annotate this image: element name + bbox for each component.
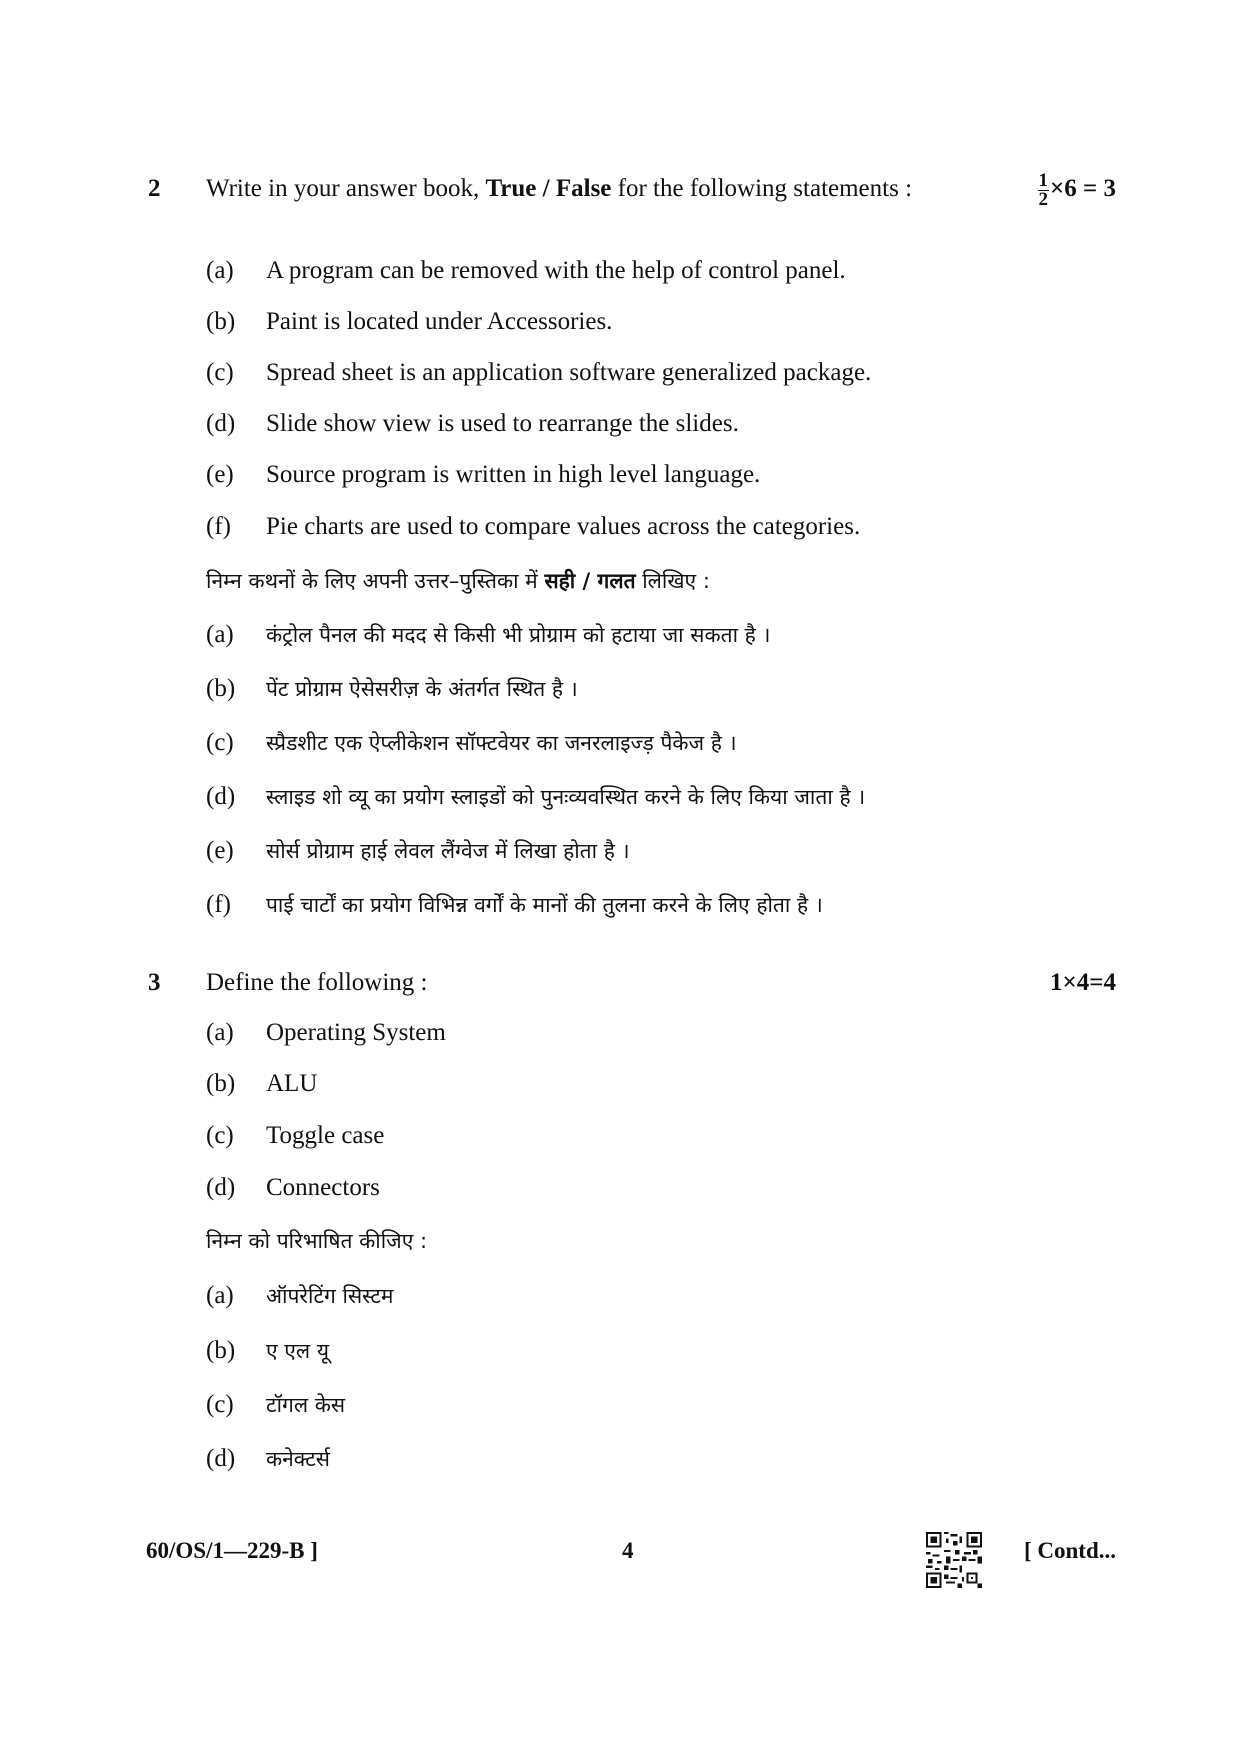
item-label: (a) bbox=[206, 1019, 234, 1046]
fraction-numerator: 1 bbox=[1038, 170, 1048, 191]
list-item bbox=[206, 1442, 330, 1476]
item-text: Operating System bbox=[266, 1019, 446, 1046]
item-label: (d) bbox=[206, 1445, 236, 1472]
prompt-text: निम्न कथनों के लिए अपनी उत्तर–पुस्तिका में bbox=[206, 569, 538, 593]
hindi-prompt: निम्न को परिभाषित कीजिए : bbox=[206, 1229, 428, 1253]
item-text: Connectors bbox=[266, 1174, 380, 1201]
item-label: (b) bbox=[206, 308, 236, 335]
list-item bbox=[206, 1388, 345, 1422]
item-label: (a) bbox=[206, 621, 234, 648]
list-item bbox=[206, 1171, 380, 1205]
question-number: 2 bbox=[148, 175, 161, 202]
item-text: Pie charts are used to compare values across the categories. bbox=[266, 513, 861, 540]
qr-code-icon bbox=[926, 1532, 982, 1588]
item-label: (e) bbox=[206, 837, 234, 864]
prompt-bold-text: True / False bbox=[485, 175, 612, 202]
item-label: (a) bbox=[206, 257, 234, 284]
question-prompt: Define the following : bbox=[206, 969, 428, 996]
continued-label: [ Contd... bbox=[1023, 1538, 1116, 1563]
fraction-denominator: 2 bbox=[1038, 189, 1048, 210]
list-item bbox=[206, 356, 871, 390]
item-label: (b) bbox=[206, 675, 236, 702]
prompt-bold-text: सही / गलत bbox=[544, 569, 636, 593]
item-text: पेंट प्रोग्राम ऐसेसरीज़ के अंतर्गत स्थित है । bbox=[266, 677, 578, 701]
item-text: कंट्रोल पैनल की मदद से किसी भी प्रोग्राम को हटाया जा सकता है । bbox=[266, 623, 771, 647]
hindi-prompt bbox=[206, 564, 710, 598]
item-text: स्लाइड शो व्यू का प्रयोग स्लाइडों को पुनःव्यवस्थित करने के लिए किया जाता है । bbox=[266, 785, 866, 809]
list-item bbox=[206, 618, 770, 652]
item-label: (e) bbox=[206, 461, 234, 488]
item-label: (c) bbox=[206, 359, 234, 386]
item-text: Slide show view is used to rearrange the slides. bbox=[266, 410, 739, 437]
prompt-text: for the following statements : bbox=[617, 175, 913, 202]
list-item bbox=[206, 1334, 329, 1368]
item-label: (c) bbox=[206, 729, 234, 756]
question-marks bbox=[1038, 172, 1117, 209]
item-label: (c) bbox=[206, 1391, 234, 1418]
paper-code: 60/OS/1—229-B ] bbox=[146, 1538, 318, 1563]
item-label: (f) bbox=[206, 513, 231, 540]
list-item bbox=[206, 510, 860, 544]
list-item bbox=[206, 254, 846, 288]
fraction bbox=[1038, 172, 1050, 209]
item-text: Toggle case bbox=[266, 1122, 385, 1149]
page-number: 4 bbox=[622, 1538, 634, 1563]
item-text: टॉगल केस bbox=[266, 1393, 346, 1417]
list-item bbox=[206, 305, 612, 339]
item-label: (d) bbox=[206, 783, 236, 810]
item-label: (a) bbox=[206, 1282, 234, 1309]
list-item bbox=[206, 1067, 317, 1101]
list-item bbox=[206, 672, 578, 706]
list-item bbox=[206, 1016, 446, 1050]
item-text: पाई चार्टों का प्रयोग विभिन्न वर्गों के मानों की तुलना करने के लिए होता है । bbox=[266, 893, 823, 917]
item-text: ALU bbox=[266, 1070, 318, 1097]
item-label: (c) bbox=[206, 1122, 234, 1149]
item-label: (d) bbox=[206, 410, 236, 437]
item-text: सोर्स प्रोग्राम हाई लेवल लैंग्वेज में लिखा होता है । bbox=[266, 839, 630, 863]
item-text: Source program is written in high level language. bbox=[266, 461, 761, 488]
list-item bbox=[206, 1119, 384, 1153]
question-marks: 1×4=4 bbox=[1050, 969, 1116, 996]
item-text: Spread sheet is an application software generalized package. bbox=[266, 359, 872, 386]
item-text: कनेक्टर्स bbox=[266, 1447, 331, 1471]
item-text: Paint is located under Accessories. bbox=[266, 308, 613, 335]
item-text: A program can be removed with the help of control panel. bbox=[266, 257, 846, 284]
question-prompt bbox=[206, 172, 912, 206]
list-item bbox=[206, 407, 739, 441]
marks-total: ×6 = 3 bbox=[1050, 175, 1116, 203]
question-number: 3 bbox=[148, 969, 161, 996]
item-label: (b) bbox=[206, 1337, 236, 1364]
item-text: स्प्रैडशीट एक ऐप्लीकेशन सॉफ्टवेयर का जनरलाइज्ड़ पैकेज है । bbox=[266, 731, 737, 755]
prompt-text: लिखिए : bbox=[642, 569, 710, 593]
list-item bbox=[206, 780, 865, 814]
item-text: ए एल यू bbox=[266, 1339, 329, 1363]
list-item bbox=[206, 1279, 393, 1313]
list-item bbox=[206, 888, 823, 922]
prompt-text: Write in your answer book, bbox=[206, 175, 480, 202]
list-item bbox=[206, 834, 630, 868]
item-text: ऑपरेटिंग सिस्टम bbox=[266, 1284, 394, 1308]
item-label: (f) bbox=[206, 891, 231, 918]
item-label: (d) bbox=[206, 1174, 236, 1201]
list-item bbox=[206, 726, 737, 760]
item-label: (b) bbox=[206, 1070, 236, 1097]
list-item bbox=[206, 458, 760, 492]
page-footer bbox=[0, 1532, 1240, 1572]
